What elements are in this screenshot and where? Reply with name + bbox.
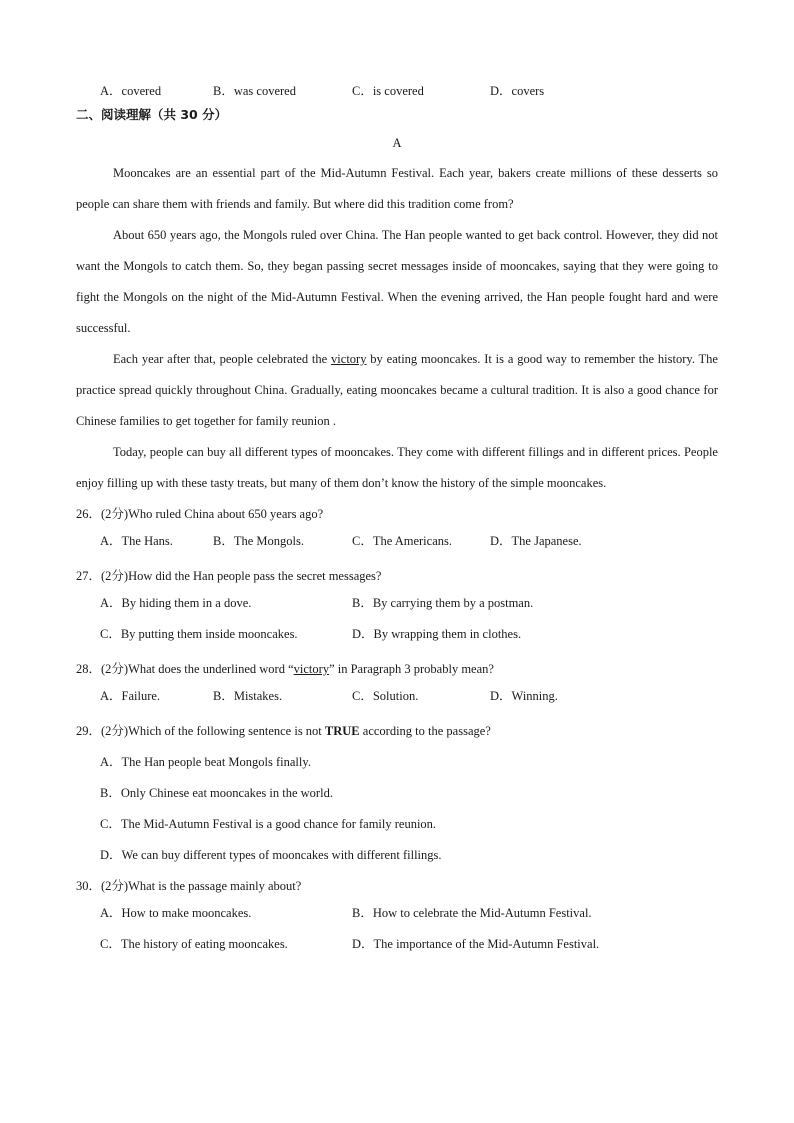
- paragraph-2: About 650 years ago, the Mongols ruled over China. The Han people wanted to get back control. However, they did not want the Mongols to catch them. So, they began passing secret messages inside of mooncakes, saying that they were going to fight the Mongols on the night of the Mid-Autumn Festival. When the evening arrived, the Han people fought hard and were successful.: [76, 228, 718, 335]
- question-27-options-row-1: [76, 592, 718, 623]
- paragraph-1: Mooncakes are an essential part of the Mid-Autumn Festival. Each year, bakers create millions of these desserts so people can share them with friends and family. But where did this tradition come from?: [76, 166, 718, 211]
- prev-question-options: [76, 80, 718, 104]
- option-d: D．The Japanese.: [490, 534, 582, 548]
- option-a: A．The Hans.: [100, 534, 173, 548]
- option-b: B．was covered: [213, 84, 296, 98]
- option-a: A．The Han people beat Mongols finally.: [100, 755, 311, 769]
- option-c: C．is covered: [352, 84, 424, 98]
- question-30-options-row-2: [76, 933, 718, 964]
- option-c: C．The history of eating mooncakes.: [100, 937, 288, 951]
- exam-page: [76, 80, 718, 964]
- option-b: B．How to celebrate the Mid-Autumn Festival.: [352, 906, 592, 920]
- question-26-stem: 26．(2分)Who ruled China about 650 years ago?: [76, 507, 324, 521]
- option-a: A．Failure.: [100, 689, 161, 703]
- option-c: C．The Mid-Autumn Festival is a good chance for family reunion.: [100, 817, 437, 831]
- question-29-stem: 29．(2分)Which of the following sentence is not TRUE according to the passage?: [76, 724, 491, 738]
- option-c: C．Solution.: [352, 689, 419, 703]
- question-26-options: [76, 530, 718, 561]
- option-d: D．Winning.: [490, 689, 558, 703]
- option-d: D．By wrapping them in clothes.: [352, 627, 522, 641]
- paragraph-3: Each year after that, people celebrated the victory by eating mooncakes. It is a good way to remember the history. The practice spread quickly throughout China. Gradually, eating mooncakes became a cultural tradition. It is also a good chance for Chinese families to get together for family reunion .: [76, 352, 718, 428]
- option-c: C．By putting them inside mooncakes.: [100, 627, 298, 641]
- underlined-word: victory: [293, 662, 330, 676]
- paragraph-4: Today, people can buy all different types of mooncakes. They come with different fillings and in different prices. People enjoy filling up with these tasty treats, but many of them don’t know the history of the simple mooncakes.: [76, 445, 718, 490]
- option-a: A．By hiding them in a dove.: [100, 596, 252, 610]
- option-a: A．How to make mooncakes.: [100, 906, 252, 920]
- option-c: C．The Americans.: [352, 534, 452, 548]
- passage-title: A: [392, 136, 402, 150]
- option-b: B．The Mongols.: [213, 534, 304, 548]
- option-a: A．covered: [100, 84, 162, 98]
- question-28-options: [76, 685, 718, 716]
- option-d: D．covers: [490, 84, 545, 98]
- option-b: B．Only Chinese eat mooncakes in the world.: [100, 786, 333, 800]
- option-b: B．Mistakes.: [213, 689, 283, 703]
- emphasis-true: TRUE: [324, 724, 360, 738]
- option-d: D．We can buy different types of mooncakes with different fillings.: [100, 848, 442, 862]
- option-d: D．The importance of the Mid-Autumn Festival.: [352, 937, 600, 951]
- underlined-word: victory: [331, 352, 367, 366]
- question-30-options-row-1: [76, 902, 718, 933]
- option-b: B．By carrying them by a postman.: [352, 596, 534, 610]
- question-30-stem: 30．(2分)What is the passage mainly about?: [76, 879, 302, 893]
- section-heading: 二、阅读理解（共 30 分）: [76, 107, 228, 122]
- question-27-stem: 27．(2分)How did the Han people pass the secret messages?: [76, 569, 382, 583]
- question-27-options-row-2: [76, 623, 718, 654]
- question-28-stem: 28．(2分)What does the underlined word “victory” in Paragraph 3 probably mean?: [76, 662, 494, 676]
